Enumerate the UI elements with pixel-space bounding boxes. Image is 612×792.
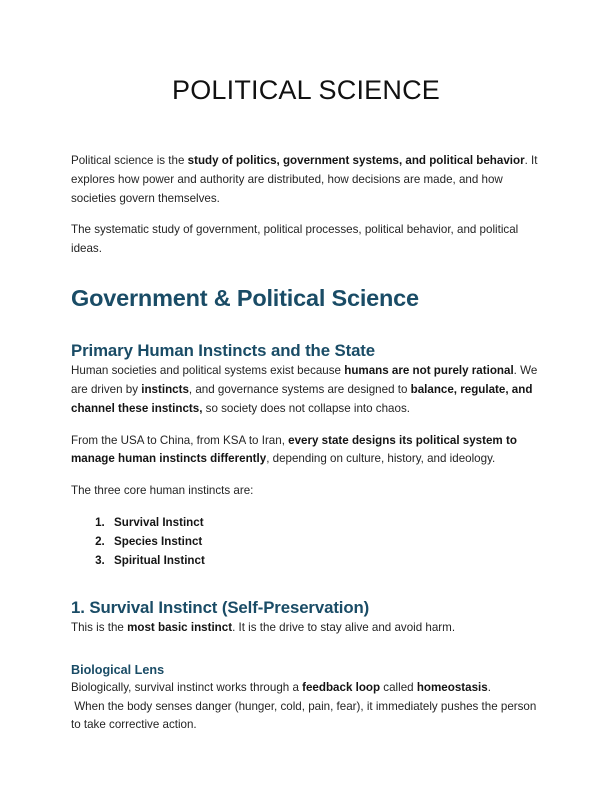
inst-p1-bold1: humans are not purely rational xyxy=(344,364,514,378)
bio-p1-part3: . xyxy=(487,680,491,694)
bio-p1-bold1: feedback loop xyxy=(302,680,381,694)
inst-p1-part2: . We are driven by xyxy=(71,364,538,397)
surv-p1-part2: . It is the drive to stay alive and avoid harm. xyxy=(232,620,456,634)
heading-government-political-science: Government & Political Science xyxy=(71,284,419,311)
list-item: 3. Spiritual Instinct xyxy=(108,552,542,570)
bio-p1-part1: Biologically, survival instinct works through a xyxy=(71,680,303,694)
intro-p1-bold: study of politics, government systems, and political behavior xyxy=(187,154,525,167)
list-item: 2. Species Instinct xyxy=(108,533,542,551)
inst-p1-part4: so society does not collapse into chaos. xyxy=(202,401,410,415)
instincts-ordered-list xyxy=(71,514,542,570)
intro-paragraph-1 xyxy=(71,152,542,208)
surv-p1-bold1: most basic instinct xyxy=(127,620,233,634)
instincts-paragraph-1 xyxy=(71,362,542,418)
intro-p1-lead: Political science is the xyxy=(71,154,188,167)
heading-primary-human-instincts: Primary Human Instincts and the State xyxy=(71,341,376,361)
bio-p1-line2: When the body senses danger (hunger, cold, pain, fear), it immediately pushes the person to take corrective action. xyxy=(71,699,540,732)
inst-p1-part3: , and governance systems are designed to xyxy=(188,383,411,397)
list-item: 1. Survival Instinct xyxy=(108,514,542,532)
surv-p1-part1: This is the xyxy=(71,620,128,634)
heading-biological-lens: Biological Lens xyxy=(71,663,165,678)
instincts-paragraph-2 xyxy=(71,432,542,470)
survival-paragraph-1 xyxy=(71,619,542,638)
inst-p1-bold2: instincts xyxy=(141,383,189,397)
inst-p2-bold1: every state designs its political system to manage human instincts differently xyxy=(71,433,517,466)
document-content xyxy=(71,152,542,748)
intro-paragraph-2: The systematic study of government, political processes, political behavior, and political ideas. xyxy=(71,223,519,256)
bio-p1-bold2: homeostasis xyxy=(416,680,488,694)
heading-survival-instinct: 1. Survival Instinct (Self-Preservation) xyxy=(71,597,370,617)
biological-lens-paragraph xyxy=(71,679,542,735)
inst-p1-part1: Human societies and political systems exist because xyxy=(71,364,345,378)
instincts-list-intro: The three core human instincts are: xyxy=(71,484,254,498)
page-title: POLITICAL SCIENCE xyxy=(172,75,440,105)
intro-p1-tail: . It explores how power and authority are distributed, how decisions are made, and how societies govern themselves. xyxy=(71,154,538,205)
bio-p1-part2: called xyxy=(380,680,417,694)
inst-p1-bold3: balance, regulate, and channel these instincts, xyxy=(71,383,533,415)
inst-p2-part2: , depending on culture, history, and ideology. xyxy=(266,452,496,466)
inst-p2-part1: From the USA to China, from KSA to Iran, xyxy=(71,433,289,447)
